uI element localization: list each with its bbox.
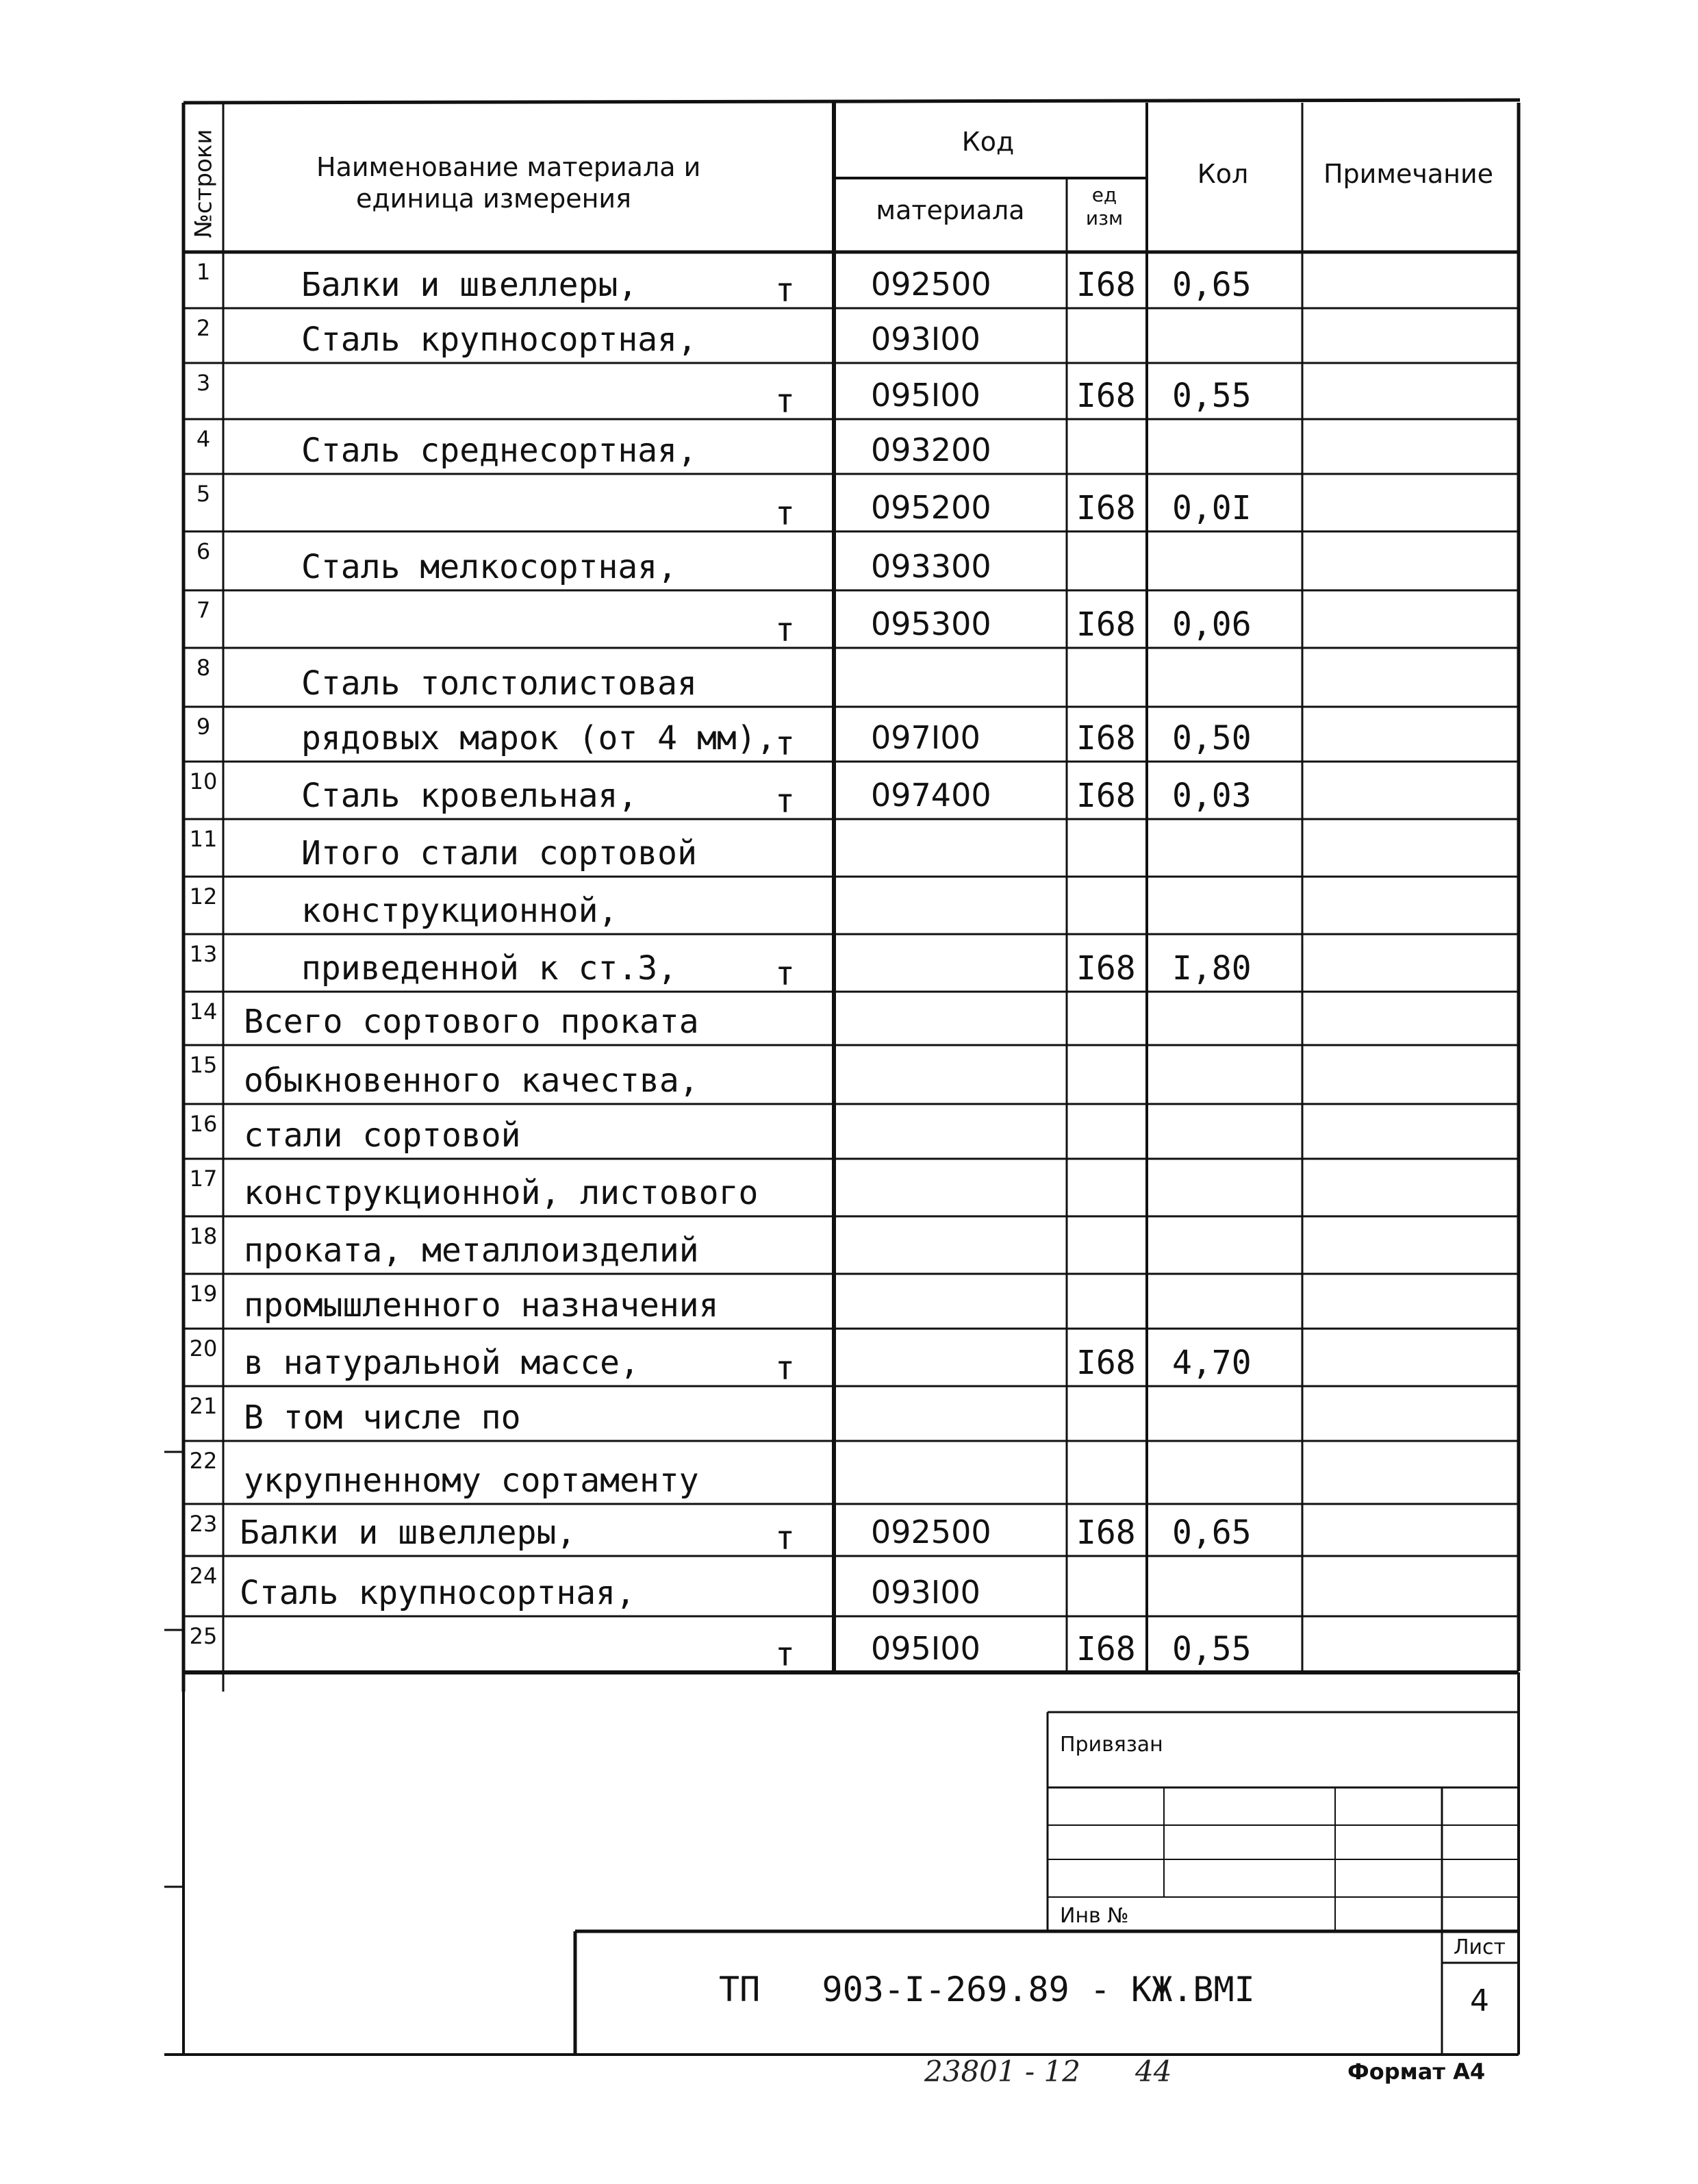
unit-value: т [775,494,795,533]
material-name: Всего сортового проката [244,1003,699,1041]
material-code: 095200 [871,489,991,526]
quantity: 4,70 [1172,1344,1252,1382]
material-name: Сталь крупносортная, [240,1574,635,1612]
material-code: 093I00 [871,321,980,357]
sheet-label: Лист [1453,1935,1506,1959]
material-name: обыкновенного качества, [244,1062,699,1100]
unit-code: I68 [1076,605,1136,644]
document-designation: ТП 903-I-269.89 - КЖ.ВМI [719,1970,1255,2009]
sheet-number: 4 [1470,1983,1489,2018]
unit-code: I68 [1076,1630,1136,1668]
material-code: 097400 [871,777,991,814]
row-number: 18 [189,1223,218,1249]
unit-code: I68 [1076,777,1136,815]
row-number: 5 [196,481,211,507]
material-name: приведенной к ст.3, [301,949,678,988]
material-name: Балки и швеллеры, [240,1514,576,1552]
material-name: Балки и швеллеры, [301,266,638,304]
row-number: 25 [189,1623,218,1649]
material-code: 092500 [871,1514,991,1551]
row-number: 9 [196,714,211,740]
name-header-line1: Наименование материала и [316,152,701,182]
frame-top [183,100,1520,103]
quantity: 0,03 [1172,777,1252,815]
row-number-header: №строки [190,129,218,238]
row-number: 15 [189,1052,218,1078]
row-number: 23 [189,1511,218,1537]
row-number: 1 [196,259,211,285]
unit-header-line2: изм [1085,207,1124,229]
material-name: промышленного назначения [244,1286,719,1325]
material-name: укрупненному сортаменту [244,1461,699,1500]
unit-value: т [775,782,795,820]
material-code: 092500 [871,266,991,303]
row-number: 22 [189,1448,218,1474]
unit-value: т [775,725,795,763]
row-number: 7 [196,597,211,623]
material-name: конструкционной, листового [244,1174,759,1212]
quantity: I,80 [1172,949,1252,988]
format-label: Формат А4 [1347,2059,1486,2085]
row-number: 3 [196,370,211,396]
unit-code: I68 [1076,1344,1136,1382]
material-code: 093300 [871,548,991,585]
material-name: Сталь крупносортная, [301,321,697,359]
unit-value: т [775,955,795,993]
quantity: 0,50 [1172,719,1252,757]
row-number: 2 [196,315,211,341]
material-name: Сталь кровельная, [301,777,638,815]
row-number: 6 [196,538,211,564]
qty-header: Кол [1197,159,1249,189]
row-number: 10 [189,768,218,794]
row-number: 19 [189,1281,218,1307]
row-number: 8 [196,655,211,681]
name-header-line2: единица измерения [356,184,631,214]
material-name: конструкционной, [301,892,618,930]
unit-value: т [775,611,795,649]
unit-value: т [775,1349,795,1388]
quantity: 0,55 [1172,1630,1252,1668]
material-code: 095I00 [871,1630,980,1667]
row-number: 20 [189,1335,218,1361]
unit-code: I68 [1076,1514,1136,1552]
material-name: в натуральной массе, [244,1344,639,1382]
unit-code: I68 [1076,489,1136,527]
material-name: Сталь толстолистовая [301,664,697,703]
row-number: 17 [189,1166,218,1192]
row-number: 16 [189,1111,218,1137]
row-number: 14 [189,999,218,1025]
material-name: Сталь среднесортная, [301,431,697,470]
unit-code: I68 [1076,377,1136,415]
quantity: 0,55 [1172,377,1252,415]
code-header: Код [961,127,1015,157]
unit-value: т [775,1635,795,1674]
material-name: Итого стали сортовой [301,834,697,873]
row-number: 24 [189,1563,218,1589]
row-number: 21 [189,1393,218,1419]
material-code: 095I00 [871,377,980,414]
inventory-label: Инв № [1060,1904,1129,1928]
quantity: 0,0I [1172,489,1252,527]
handwritten-number: 23801 - 12 44 [924,2055,1172,2088]
unit-value: т [775,1519,795,1557]
note-header: Примечание [1323,159,1494,189]
row-number: 4 [196,426,211,452]
material-code: 093200 [871,431,991,468]
unit-value: т [775,382,795,421]
material-code: 095300 [871,605,991,642]
material-code: 097I00 [871,719,980,756]
material-code: 093I00 [871,1574,980,1611]
material-name: рядовых марок (от 4 мм), [301,719,776,757]
unit-code: I68 [1076,949,1136,988]
material-name: стали сортовой [244,1116,521,1155]
unit-code: I68 [1076,719,1136,757]
attached-label: Привязан [1060,1733,1163,1757]
unit-value: т [775,271,795,310]
quantity: 0,06 [1172,605,1252,644]
unit-header-line1: ед [1091,184,1117,206]
quantity: 0,65 [1172,1514,1252,1552]
row-number: 11 [189,826,218,852]
material-name: проката, металлоизделий [244,1231,699,1270]
material-name: Сталь мелкосортная, [301,548,678,586]
quantity: 0,65 [1172,266,1252,304]
row-number: 13 [189,941,218,967]
material-name: В том числе по [244,1398,521,1437]
material-header: материала [876,195,1025,225]
unit-code: I68 [1076,266,1136,304]
row-number: 12 [189,883,218,909]
